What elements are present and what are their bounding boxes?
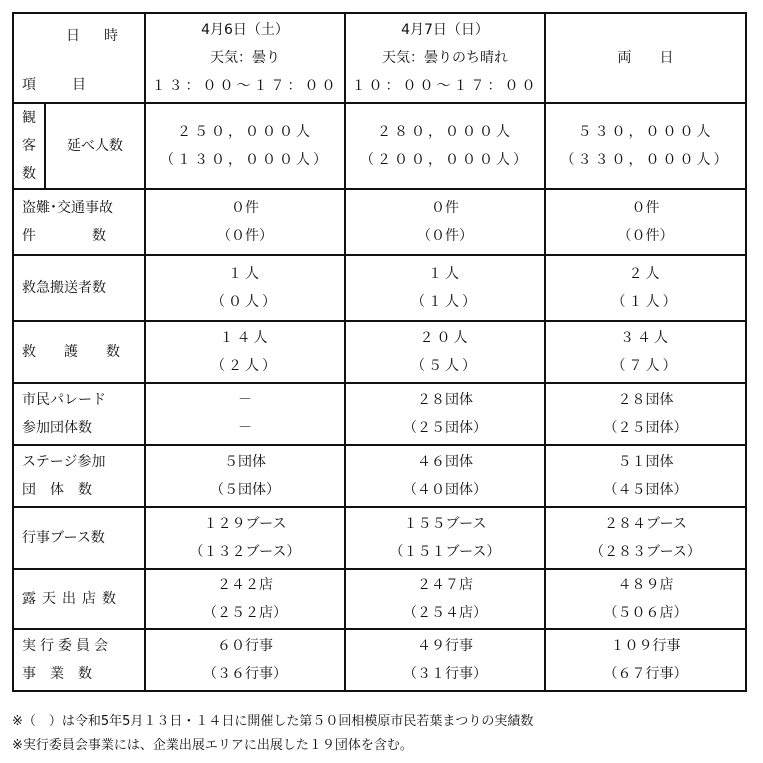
theft-label: 盗難･交通事故 件 数 — [13, 189, 145, 255]
day2-date: 4月7日（日） — [401, 22, 489, 38]
stage-day2: ４６団体 （４０団体） — [345, 445, 545, 507]
committee-day2: ４９行事 （３１行事） — [345, 629, 545, 691]
visitors-both: ５３０，０００人 （３３０，０００人） — [545, 103, 746, 189]
booths-both: ２８４ブース （２８３ブース） — [545, 507, 746, 569]
visitors-day2: ２８０，０００人 （２００，０００人） — [345, 103, 545, 189]
theft-day1: ０件 （０件） — [145, 189, 345, 255]
committee-label: 実行委員会 事 業 数 — [13, 629, 145, 691]
theft-both: ０件 （０件） — [545, 189, 746, 255]
day1-weather: 天気：曇り — [210, 50, 280, 66]
day2-weather: 天気：曇りのち晴れ — [382, 50, 508, 66]
table-row-stalls — [13, 569, 746, 629]
parade-both: ２８団体 （２５団体） — [545, 383, 746, 445]
parade-day1: － － — [145, 383, 345, 445]
table-row-parade — [13, 383, 746, 445]
booths-day1: １２９ブース （１３２ブース） — [145, 507, 345, 569]
parade-label: 市民パレード 参加団体数 — [13, 383, 145, 445]
visitors-day1: ２５０，０００人 （１３０，０００人） — [145, 103, 345, 189]
visitors-group-label: 観 客 数 — [13, 103, 45, 189]
table-row-booths — [13, 507, 746, 569]
theft-day2: ０件 （０件） — [345, 189, 545, 255]
stage-day1: ５団体 （５団体） — [145, 445, 345, 507]
parade-day2: ２８団体 （２５団体） — [345, 383, 545, 445]
table-row-theft — [13, 189, 746, 255]
table-row-ambulance — [13, 255, 746, 321]
stalls-day2: ２４７店 （２５４店） — [345, 569, 545, 629]
table-row-visitors — [13, 103, 746, 189]
ambulance-day2: １人 （１人） — [345, 255, 545, 321]
header-row — [13, 13, 746, 103]
committee-both: １０９行事 （６７行事） — [545, 629, 746, 691]
table-row-rescue — [13, 321, 746, 383]
stage-both: ５１団体 （４５団体） — [545, 445, 746, 507]
stalls-day1: ２４２店 （２５２店） — [145, 569, 345, 629]
ambulance-both: ２人 （１人） — [545, 255, 746, 321]
footnotes — [12, 710, 533, 758]
stalls-label: 露天出店数 — [13, 569, 145, 629]
results-table — [12, 12, 747, 692]
ambulance-label: 救急搬送者数 — [13, 255, 145, 321]
column-header-day1 — [145, 13, 345, 103]
footnote-committee: ※実行委員会事業には、企業出展エリアに出展した１９団体を含む。 — [12, 738, 413, 753]
column-header-day2 — [345, 13, 545, 103]
day2-time: １０：００～１７：００ — [351, 78, 539, 94]
stage-label: ステージ参加 団 体 数 — [13, 445, 145, 507]
day1-date: 4月6日（土） — [201, 22, 289, 38]
both-days-label: 両 日 — [617, 50, 674, 66]
corner-cell — [13, 13, 145, 103]
visitors-label: 延べ人数 — [45, 103, 145, 189]
rescue-day1: １４人 （２人） — [145, 321, 345, 383]
ambulance-day1: １人 （０人） — [145, 255, 345, 321]
booths-day2: １５５ブース （１５１ブース） — [345, 507, 545, 569]
table-row-stage — [13, 445, 746, 507]
corner-date-label: 日時 — [66, 28, 142, 44]
rescue-day2: ２０人 （５人） — [345, 321, 545, 383]
stalls-both: ４８９店 （５０６店） — [545, 569, 746, 629]
committee-day1: ６０行事 （３６行事） — [145, 629, 345, 691]
day1-time: １３：００～１７：００ — [151, 78, 339, 94]
rescue-both: ３４人 （７人） — [545, 321, 746, 383]
column-header-both-days — [545, 13, 746, 103]
table-row-committee — [13, 629, 746, 691]
rescue-label: 救 護 数 — [13, 321, 145, 383]
corner-item-label: 項目 — [22, 77, 122, 93]
footnote-previous-year: ※（ ）は令和5年5月１３日・１４日に開催した第５０回相模原市民若葉まつりの実績数 — [12, 714, 534, 729]
booths-label: 行事ブース数 — [13, 507, 145, 569]
